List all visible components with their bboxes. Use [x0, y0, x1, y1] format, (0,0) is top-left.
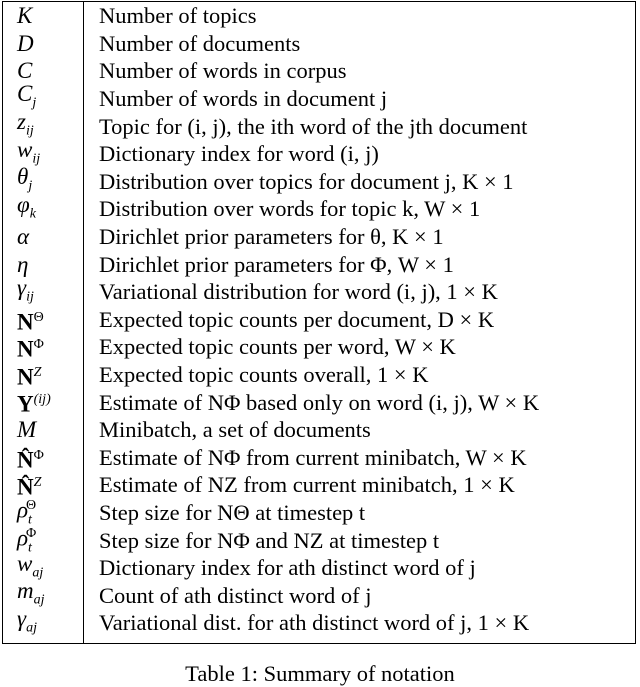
symbol-cell: $\rho_t^\Theta$: [17, 497, 37, 528]
symbol-cell: $\varphi_k$: [17, 191, 36, 222]
symbol-cell: $\theta_j$: [17, 164, 33, 194]
description-cell: Expected topic counts overall, 1 × K: [99, 362, 429, 388]
table-row: [3, 191, 635, 223]
table-row: [3, 306, 635, 334]
description-cell: Distribution over topics for document j, K × 1: [99, 168, 514, 194]
description-cell: Expected topic counts per word, W × K: [99, 334, 456, 360]
description-cell: Topic for (i, j), the ith word of the jth document: [99, 113, 528, 139]
description-cell: Dictionary index for ath distinct word of j: [99, 555, 476, 581]
description-cell: Dictionary index for word (i, j): [99, 141, 379, 167]
table-row: [3, 57, 635, 85]
table-row: [3, 499, 635, 527]
table-row: [3, 416, 635, 444]
symbol-cell: K: [17, 3, 33, 29]
table-row: [3, 361, 635, 389]
description-cell: Estimate of NΦ from current minibatch, W × K: [99, 444, 527, 470]
notation-table: [2, 1, 636, 644]
symbol-cell: $z_{ij}$: [17, 108, 34, 139]
description-cell: Estimate of NΦ based only on word (i, j), W × K: [99, 389, 540, 415]
description-cell: Variational distribution for word (i, j), 1 × K: [99, 279, 498, 305]
table-row: [3, 136, 635, 168]
table-row: [3, 30, 635, 58]
description-cell: Expected topic counts per document, D × K: [99, 306, 495, 332]
symbol-cell: $\gamma_{aj}$: [17, 605, 37, 636]
symbol-cell: $\gamma_{ij}$: [17, 274, 34, 305]
symbol-cell: $C_j$: [17, 81, 37, 111]
symbol-cell: η: [17, 251, 29, 277]
description-cell: Number of documents: [99, 30, 301, 56]
symbol-cell: N̂$^\Phi$: [17, 447, 44, 473]
symbol-cell: $Y^{(ij)}$: [17, 392, 51, 418]
table-row: [3, 81, 635, 113]
symbol-cell: $m_{aj}$: [17, 578, 45, 608]
table-row: [3, 526, 635, 554]
symbol-cell: $\rho_t^\Phi$: [17, 525, 37, 555]
symbol-cell: M: [17, 417, 37, 443]
table-row: [3, 250, 635, 278]
description-cell: Variational dist. for ath distinct word of j, 1 × K: [99, 610, 530, 636]
description-cell: Step size for NΦ and NZ at timestep t: [99, 527, 440, 553]
symbol-cell: $N^\Theta$: [17, 309, 44, 335]
table-row: [3, 605, 635, 637]
table-row: [3, 223, 635, 251]
description-cell: Distribution over words for topic k, W × 1: [99, 196, 481, 222]
symbol-cell: α: [17, 224, 30, 250]
symbol-cell: $N^\Phi$: [17, 336, 44, 362]
description-cell: Number of topics: [99, 3, 257, 29]
table-caption: Table 1: Summary of notation: [185, 661, 455, 686]
description-cell: Number of words in corpus: [99, 58, 347, 84]
table-row: [3, 2, 635, 30]
description-cell: Count of ath distinct word of j: [99, 582, 372, 608]
table-row: [3, 388, 635, 416]
table-row: [3, 164, 635, 196]
description-cell: Dirichlet prior parameters for θ, K × 1: [99, 224, 444, 250]
table-row: [3, 274, 635, 306]
table-row: [3, 578, 635, 610]
table-row: [3, 444, 635, 472]
symbol-cell: N̂$^Z$: [17, 474, 42, 500]
description-cell: Estimate of NZ from current minibatch, 1 × K: [99, 472, 515, 498]
table-row: [3, 550, 635, 582]
description-cell: Number of words in document j: [99, 86, 388, 112]
symbol-cell: C: [17, 58, 33, 84]
symbol-cell: $w_{ij}$: [17, 136, 41, 167]
table-row: [3, 471, 635, 499]
description-cell: Minibatch, a set of documents: [99, 417, 371, 443]
description-cell: Step size for NΘ at timestep t: [99, 500, 366, 526]
symbol-cell: D: [17, 30, 34, 56]
symbol-cell: $N^Z$: [17, 364, 42, 390]
description-cell: Dirichlet prior parameters for Φ, W × 1: [99, 251, 454, 277]
table-row: [3, 333, 635, 361]
symbol-cell: $w_{aj}$: [17, 550, 44, 581]
table-row: [3, 108, 635, 140]
